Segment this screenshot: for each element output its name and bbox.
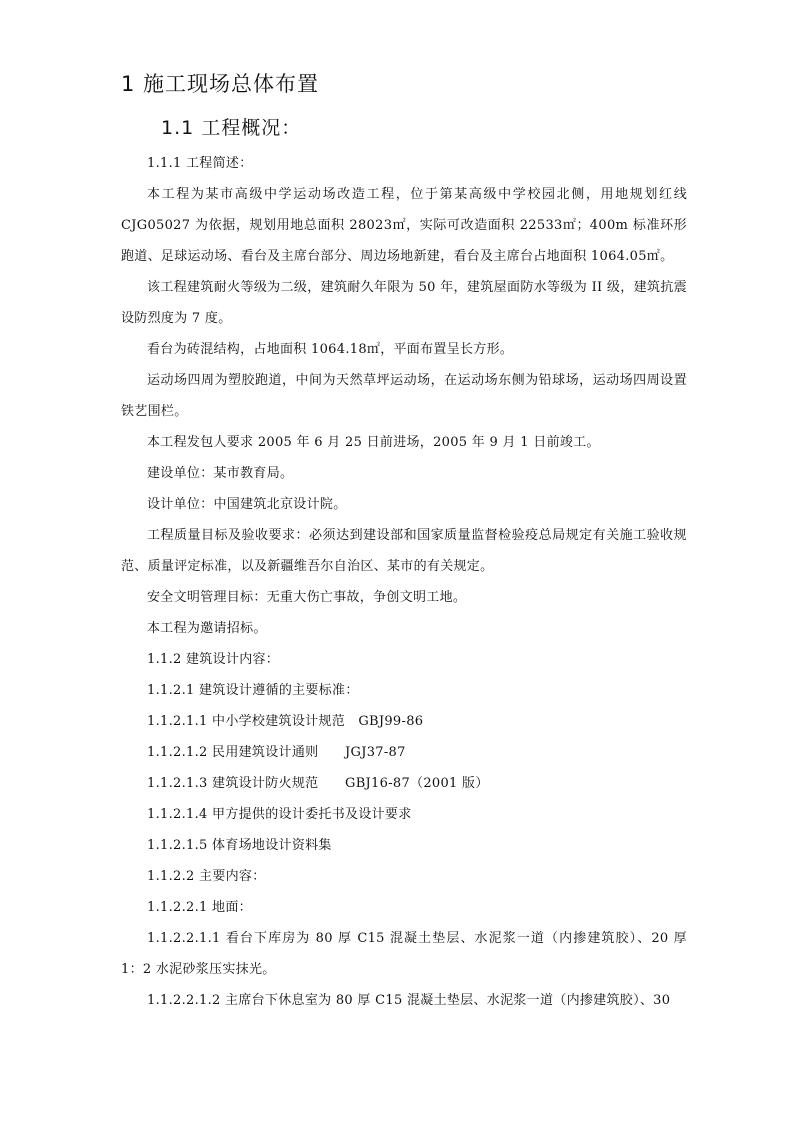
paragraph-floor-title: 1.1.2.2.1 地面：	[147, 900, 252, 915]
standard-item: 1.1.2.1.5 体育场地设计资料集	[147, 838, 332, 853]
paragraph-client: 建设单位：某市教育局。	[147, 466, 294, 481]
paragraph-design-content-title: 1.1.2 建筑设计内容：	[147, 652, 280, 667]
standard-item: 1.1.2.1.3 建筑设计防火规范 GBJ16-87（2001 版）	[147, 776, 489, 791]
paragraph-fire-rating: 该工程建筑耐火等级为二级，建筑耐久年限为 50 年，建筑屋面防水等级为 II 级，建筑抗震设防烈度为 7 度。	[121, 280, 687, 326]
standard-item: 1.1.2.1.2 民用建筑设计通则 JGJ37-87	[147, 745, 406, 760]
document-body	[121, 148, 687, 1016]
chapter-heading: 1 施工现场总体布置	[121, 72, 320, 96]
section-heading: 1.1 工程概况：	[161, 117, 302, 139]
paragraph-tender: 本工程为邀请招标。	[147, 621, 267, 636]
paragraph-subsection-title: 1.1.1 工程简述：	[147, 156, 253, 171]
standard-item: 1.1.2.1.1 中小学校建筑设计规范 GBJ99-86	[147, 714, 424, 729]
standard-item: 1.1.2.1.4 甲方提供的设计委托书及设计要求	[147, 807, 412, 822]
paragraph-safety-target: 安全文明管理目标：无重大伤亡事故，争创文明工地。	[147, 590, 467, 605]
paragraph-schedule: 本工程发包人要求 2005 年 6 月 25 日前进场，2005 年 9 月 1 日前竣工。	[147, 435, 600, 450]
paragraph-quality-target: 工程质量目标及验收要求：必须达到建设部和国家质量监督检验疫总局规定有关施工验收规范、质量评定标准，以及新疆维吾尔自治区、某市的有关规定。	[121, 528, 687, 574]
paragraph-standards-title: 1.1.2.1 建筑设计遵循的主要标准：	[147, 683, 359, 698]
paragraph-floor-lounge: 1.1.2.2.1.2 主席台下休息室为 80 厚 C15 混凝土垫层、水泥浆一道（内掺建筑胶）、30	[147, 993, 671, 1008]
paragraph-project-overview: 本工程为某市高级中学运动场改造工程，位于第某高级中学校园北侧，用地规划红线CJG05027 为依据，规划用地总面积 28023㎡，实际可改造面积 22533㎡；400m 标准环形跑道、足球运动场、看台及主席台部分、周边场地新建，看台及主席台占地面积 1064.05㎡。	[121, 187, 687, 264]
paragraph-main-content-title: 1.1.2.2 主要内容：	[147, 869, 266, 884]
paragraph-floor-storage: 1.1.2.2.1.1 看台下库房为 80 厚 C15 混凝土垫层、水泥浆一道（内掺建筑胶）、20 厚 1：2 水泥砂浆压实抹光。	[121, 931, 687, 977]
paragraph-sports-field: 运动场四周为塑胶跑道，中间为天然草坪运动场，在运动场东侧为铅球场，运动场四周设置铁艺围栏。	[121, 373, 687, 419]
paragraph-stand-structure: 看台为砖混结构，占地面积 1064.18㎡，平面布置呈长方形。	[147, 342, 514, 357]
paragraph-designer: 设计单位：中国建筑北京设计院。	[147, 497, 347, 512]
